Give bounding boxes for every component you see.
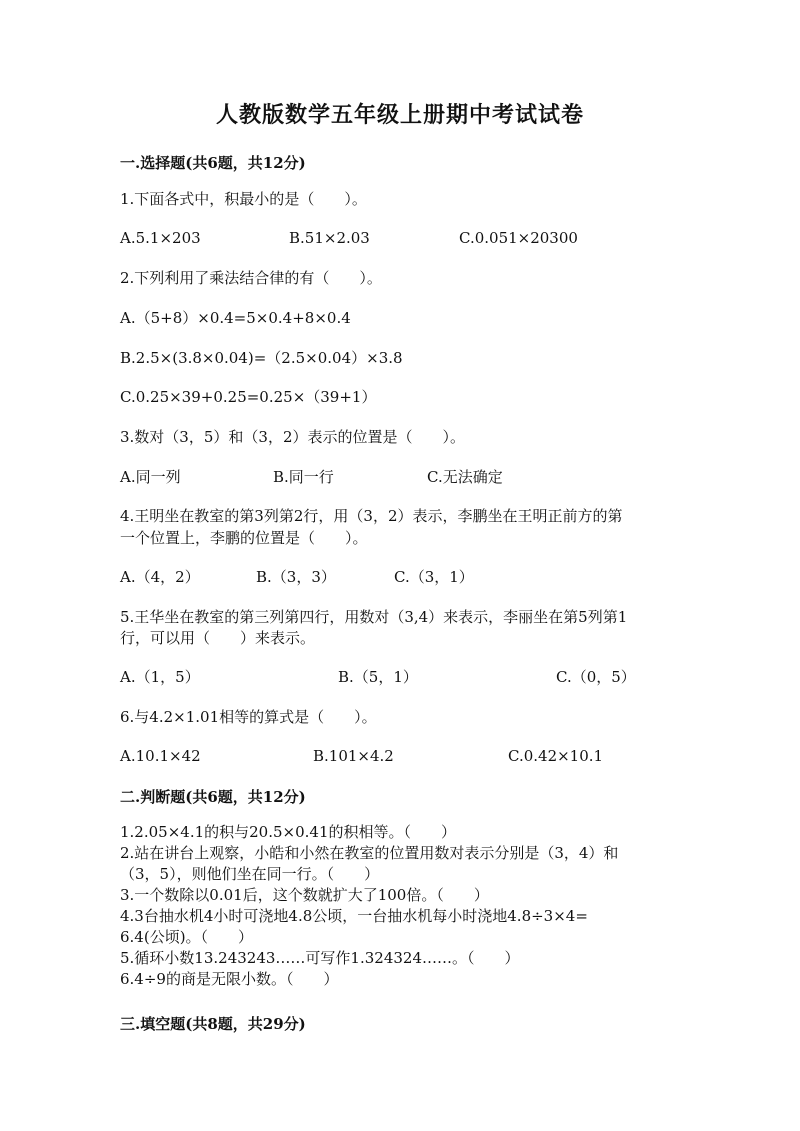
judge-line-1: 1.2.05×4.1的积与20.5×0.41的积相等。（ ） [120, 823, 456, 841]
question-3-option-b: B.同一行 [273, 468, 334, 486]
question-3-option-a: A.同一列 [120, 468, 181, 486]
question-4-option-b: B.（3，3） [256, 568, 336, 586]
question-2-option-a: A.（5+8）×0.4=5×0.4+8×0.4 [120, 309, 351, 327]
question-4-option-a: A.（4，2） [120, 568, 200, 586]
question-2-option-c: C.0.25×39+0.25=0.25×（39+1） [120, 388, 377, 406]
question-6-stem: 6.与4.2×1.01相等的算式是（ ）。 [120, 708, 377, 726]
question-2-option-b: B.2.5×(3.8×0.04)=（2.5×0.04）×3.8 [120, 349, 403, 367]
question-3-option-c: C.无法确定 [427, 468, 503, 486]
section-heading-judge: 二.判断题(共6题，共12分) [120, 788, 306, 806]
question-1-option-a: A.5.1×203 [120, 229, 201, 247]
judge-line-2: 2.站在讲台上观察，小皓和小然在教室的位置用数对表示分别是（3，4）和 [120, 844, 619, 862]
judge-line-4: 3.一个数除以0.01后，这个数就扩大了100倍。（ ） [120, 886, 489, 904]
question-6-option-c: C.0.42×10.1 [508, 747, 604, 765]
question-1-option-b: B.51×2.03 [289, 229, 370, 247]
question-5-option-a: A.（1，5） [120, 668, 200, 686]
question-4-option-c: C.（3，1） [394, 568, 474, 586]
question-3-stem: 3.数对（3，5）和（3，2）表示的位置是（ ）。 [120, 428, 465, 446]
question-2-stem: 2.下列利用了乘法结合律的有（ ）。 [120, 269, 382, 287]
judge-line-3: （3，5），则他们坐在同一行。（ ） [120, 865, 380, 883]
question-6-option-b: B.101×4.2 [313, 747, 394, 765]
judge-line-7: 5.循环小数13.243243……可写作1.324324……。（ ） [120, 949, 520, 967]
question-5-stem-line-2: 行，可以用（ ）来表示。 [120, 629, 316, 647]
question-4-stem-line-1: 4.王明坐在教室的第3列第2行，用（3，2）表示，李鹏坐在王明正前方的第 [120, 507, 623, 525]
judge-line-6: 6.4(公顷)。（ ） [120, 928, 254, 946]
question-5-option-b: B.（5，1） [338, 668, 418, 686]
judge-line-8: 6.4÷9的商是无限小数。（ ） [120, 970, 339, 988]
question-4-stem-line-2: 一个位置上，李鹏的位置是（ ）。 [120, 529, 368, 547]
question-5-stem-line-1: 5.王华坐在教室的第三列第四行，用数对（3,4）来表示，李丽坐在第5列第1 [120, 608, 628, 626]
question-1-option-c: C.0.051×20300 [459, 229, 578, 247]
section-heading-choice: 一.选择题(共6题，共12分) [120, 154, 306, 172]
question-1-stem: 1.下面各式中，积最小的是（ ）。 [120, 190, 367, 208]
question-6-option-a: A.10.1×42 [120, 747, 201, 765]
page-title: 人教版数学五年级上册期中考试试卷 [215, 102, 584, 128]
question-5-option-c: C.（0，5） [556, 668, 636, 686]
judge-line-5: 4.3台抽水机4小时可浇地4.8公顷，一台抽水机每小时浇地4.8÷3×4= [120, 907, 588, 925]
section-heading-fill: 三.填空题(共8题，共29分) [120, 1015, 306, 1033]
